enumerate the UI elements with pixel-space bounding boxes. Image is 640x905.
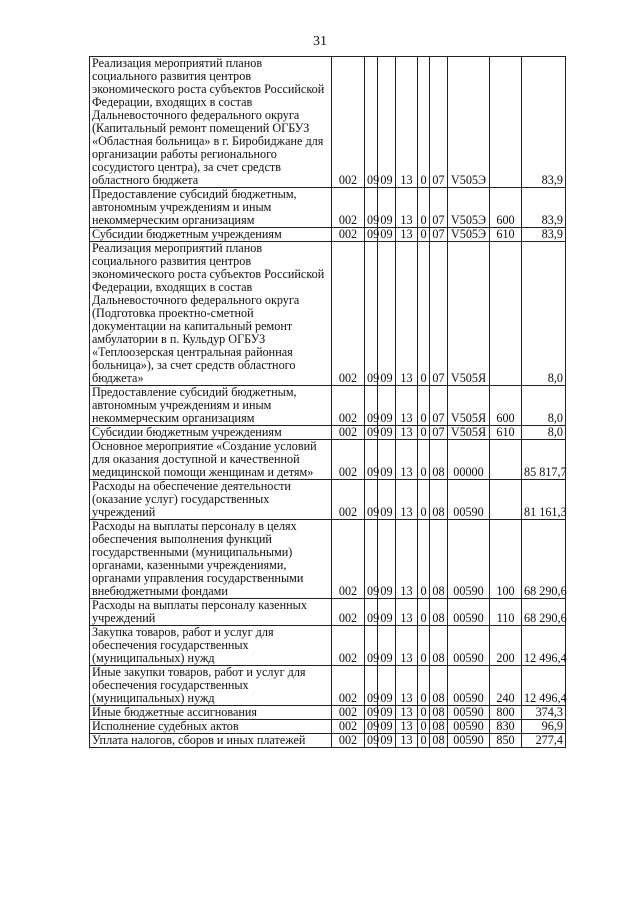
ved-code-cell: 002	[332, 720, 365, 734]
program-code-cell: 13	[396, 57, 418, 188]
ved-code-cell: 002	[332, 57, 365, 188]
row-name-cell: Расходы на выплаты персоналу в целях обеспечения выполнения функций государственными (муниципальными) органами, казенными учреждениями, органами управления государственными внебюджетными фондами	[90, 520, 332, 599]
direction-code-cell: V505Я	[448, 426, 490, 440]
expense-type-cell	[490, 242, 522, 386]
subsection-code-cell: 09	[378, 228, 396, 242]
section-code-cell: 09	[365, 734, 378, 748]
row-name-cell: Закупка товаров, работ и услуг для обеспечения государственных (муниципальных) нужд	[90, 626, 332, 666]
expense-type-cell: 800	[490, 706, 522, 720]
ved-code-cell: 002	[332, 666, 365, 706]
program-code-cell: 13	[396, 228, 418, 242]
table-row	[90, 426, 566, 440]
table-row	[90, 720, 566, 734]
activity-code-cell: 07	[430, 57, 448, 188]
activity-code-cell: 08	[430, 520, 448, 599]
direction-code-cell: 00590	[448, 734, 490, 748]
amount-cell: 96,9	[522, 720, 566, 734]
expense-type-cell: 110	[490, 599, 522, 626]
ved-code-cell: 002	[332, 188, 365, 228]
row-name-cell: Расходы на выплаты персоналу казенных учреждений	[90, 599, 332, 626]
row-name-cell: Реализация мероприятий планов социального развития центров экономического роста субъектов Российской Федерации, входящих в состав Дальневосточного федерального округа (Подготовка проектно-сметной документации на капитальный ремонт амбулатории в п. Кульдур ОГБУЗ «Теплоозерская центральная районная больница»), за счет средств областного бюджета»	[90, 242, 332, 386]
amount-cell: 8,0	[522, 426, 566, 440]
expense-type-cell: 600	[490, 386, 522, 426]
activity-code-cell: 08	[430, 599, 448, 626]
direction-code-cell: V505Э	[448, 188, 490, 228]
program-code-cell: 13	[396, 734, 418, 748]
subsection-code-cell: 09	[378, 440, 396, 480]
section-code-cell: 09	[365, 242, 378, 386]
budget-table-body	[90, 57, 566, 748]
table-row	[90, 228, 566, 242]
table-row	[90, 188, 566, 228]
direction-code-cell: 00590	[448, 626, 490, 666]
program-code-cell: 13	[396, 626, 418, 666]
activity-code-cell: 08	[430, 734, 448, 748]
direction-code-cell: V505Э	[448, 57, 490, 188]
expense-type-cell: 100	[490, 520, 522, 599]
table-row	[90, 242, 566, 386]
amount-cell: 83,9	[522, 57, 566, 188]
table-row	[90, 599, 566, 626]
direction-code-cell: 00590	[448, 666, 490, 706]
section-code-cell: 09	[365, 426, 378, 440]
table-row	[90, 440, 566, 480]
subsection-code-cell: 09	[378, 57, 396, 188]
expense-type-cell: 830	[490, 720, 522, 734]
subsection-code-cell: 09	[378, 734, 396, 748]
row-name-cell: Субсидии бюджетным учреждениям	[90, 228, 332, 242]
amount-cell: 85 817,7	[522, 440, 566, 480]
activity-code-cell: 08	[430, 626, 448, 666]
section-code-cell: 09	[365, 666, 378, 706]
expense-type-cell: 200	[490, 626, 522, 666]
expense-type-cell	[490, 440, 522, 480]
subprogram-code-cell: 0	[418, 188, 430, 228]
section-code-cell: 09	[365, 626, 378, 666]
subsection-code-cell: 09	[378, 386, 396, 426]
ved-code-cell: 002	[332, 228, 365, 242]
subprogram-code-cell: 0	[418, 228, 430, 242]
amount-cell: 8,0	[522, 386, 566, 426]
ved-code-cell: 002	[332, 599, 365, 626]
subprogram-code-cell: 0	[418, 626, 430, 666]
direction-code-cell: 00590	[448, 480, 490, 520]
subprogram-code-cell: 0	[418, 599, 430, 626]
row-name-cell: Субсидии бюджетным учреждениям	[90, 426, 332, 440]
ved-code-cell: 002	[332, 440, 365, 480]
subprogram-code-cell: 0	[418, 440, 430, 480]
subprogram-code-cell: 0	[418, 734, 430, 748]
subsection-code-cell: 09	[378, 426, 396, 440]
program-code-cell: 13	[396, 242, 418, 386]
program-code-cell: 13	[396, 188, 418, 228]
row-name-cell: Иные бюджетные ассигнования	[90, 706, 332, 720]
amount-cell: 12 496,4	[522, 666, 566, 706]
table-row	[90, 626, 566, 666]
subsection-code-cell: 09	[378, 242, 396, 386]
direction-code-cell: 00000	[448, 440, 490, 480]
ved-code-cell: 002	[332, 480, 365, 520]
expense-type-cell: 600	[490, 188, 522, 228]
ved-code-cell: 002	[332, 734, 365, 748]
section-code-cell: 09	[365, 188, 378, 228]
program-code-cell: 13	[396, 720, 418, 734]
ved-code-cell: 002	[332, 242, 365, 386]
row-name-cell: Основное мероприятие «Создание условий для оказания доступной и качественной медицинской помощи женщинам и детям»	[90, 440, 332, 480]
direction-code-cell: 00590	[448, 599, 490, 626]
subprogram-code-cell: 0	[418, 57, 430, 188]
subsection-code-cell: 09	[378, 188, 396, 228]
section-code-cell: 09	[365, 228, 378, 242]
table-row	[90, 666, 566, 706]
row-name-cell: Уплата налогов, сборов и иных платежей	[90, 734, 332, 748]
activity-code-cell: 07	[430, 426, 448, 440]
table-row	[90, 734, 566, 748]
page-number: 31	[313, 34, 327, 49]
section-code-cell: 09	[365, 480, 378, 520]
row-name-cell: Расходы на обеспечение деятельности (оказание услуг) государственных учреждений	[90, 480, 332, 520]
expense-type-cell	[490, 57, 522, 188]
section-code-cell: 09	[365, 599, 378, 626]
section-code-cell: 09	[365, 57, 378, 188]
amount-cell: 81 161,3	[522, 480, 566, 520]
row-name-cell: Исполнение судебных актов	[90, 720, 332, 734]
activity-code-cell: 08	[430, 706, 448, 720]
row-name-cell: Иные закупки товаров, работ и услуг для обеспечения государственных (муниципальных) нужд	[90, 666, 332, 706]
row-name-cell: Реализация мероприятий планов социального развития центров экономического роста субъектов Российской Федерации, входящих в состав Дальневосточного федерального округа (Капитальный ремонт помещений ОГБУЗ «Областная больница» в г. Биробиджане для организации работы регионального сосудистого центра), за счет средств областного бюджета	[90, 57, 332, 188]
table-row	[90, 706, 566, 720]
section-code-cell: 09	[365, 520, 378, 599]
activity-code-cell: 08	[430, 480, 448, 520]
amount-cell: 83,9	[522, 228, 566, 242]
subprogram-code-cell: 0	[418, 480, 430, 520]
ved-code-cell: 002	[332, 706, 365, 720]
section-code-cell: 09	[365, 386, 378, 426]
amount-cell: 68 290,6	[522, 599, 566, 626]
activity-code-cell: 07	[430, 386, 448, 426]
program-code-cell: 13	[396, 426, 418, 440]
subprogram-code-cell: 0	[418, 666, 430, 706]
amount-cell: 374,3	[522, 706, 566, 720]
subprogram-code-cell: 0	[418, 706, 430, 720]
amount-cell: 8,0	[522, 242, 566, 386]
expense-type-cell: 610	[490, 228, 522, 242]
ved-code-cell: 002	[332, 426, 365, 440]
subsection-code-cell: 09	[378, 706, 396, 720]
amount-cell: 277,4	[522, 734, 566, 748]
program-code-cell: 13	[396, 599, 418, 626]
subprogram-code-cell: 0	[418, 520, 430, 599]
ved-code-cell: 002	[332, 626, 365, 666]
section-code-cell: 09	[365, 720, 378, 734]
subprogram-code-cell: 0	[418, 242, 430, 386]
expense-type-cell: 850	[490, 734, 522, 748]
direction-code-cell: V505Э	[448, 228, 490, 242]
direction-code-cell: 00590	[448, 520, 490, 599]
direction-code-cell: V505Я	[448, 386, 490, 426]
table-row	[90, 520, 566, 599]
program-code-cell: 13	[396, 520, 418, 599]
expense-type-cell	[490, 480, 522, 520]
expense-type-cell: 240	[490, 666, 522, 706]
table-row	[90, 386, 566, 426]
subprogram-code-cell: 0	[418, 720, 430, 734]
ved-code-cell: 002	[332, 386, 365, 426]
expense-type-cell: 610	[490, 426, 522, 440]
program-code-cell: 13	[396, 706, 418, 720]
program-code-cell: 13	[396, 440, 418, 480]
program-code-cell: 13	[396, 386, 418, 426]
subprogram-code-cell: 0	[418, 386, 430, 426]
row-name-cell: Предоставление субсидий бюджетным, автономным учреждениям и иным некоммерческим организациям	[90, 188, 332, 228]
table-row	[90, 480, 566, 520]
subsection-code-cell: 09	[378, 480, 396, 520]
subsection-code-cell: 09	[378, 666, 396, 706]
activity-code-cell: 07	[430, 228, 448, 242]
amount-cell: 83,9	[522, 188, 566, 228]
activity-code-cell: 08	[430, 666, 448, 706]
direction-code-cell: 00590	[448, 706, 490, 720]
amount-cell: 68 290,6	[522, 520, 566, 599]
direction-code-cell: 00590	[448, 720, 490, 734]
budget-table	[89, 56, 566, 748]
section-code-cell: 09	[365, 440, 378, 480]
subprogram-code-cell: 0	[418, 426, 430, 440]
activity-code-cell: 07	[430, 242, 448, 386]
section-code-cell: 09	[365, 706, 378, 720]
subsection-code-cell: 09	[378, 720, 396, 734]
amount-cell: 12 496,4	[522, 626, 566, 666]
row-name-cell: Предоставление субсидий бюджетным, автономным учреждениям и иным некоммерческим организациям	[90, 386, 332, 426]
ved-code-cell: 002	[332, 520, 365, 599]
subsection-code-cell: 09	[378, 599, 396, 626]
subsection-code-cell: 09	[378, 626, 396, 666]
activity-code-cell: 08	[430, 440, 448, 480]
activity-code-cell: 08	[430, 720, 448, 734]
table-row	[90, 57, 566, 188]
direction-code-cell: V505Я	[448, 242, 490, 386]
program-code-cell: 13	[396, 666, 418, 706]
subsection-code-cell: 09	[378, 520, 396, 599]
program-code-cell: 13	[396, 480, 418, 520]
activity-code-cell: 07	[430, 188, 448, 228]
